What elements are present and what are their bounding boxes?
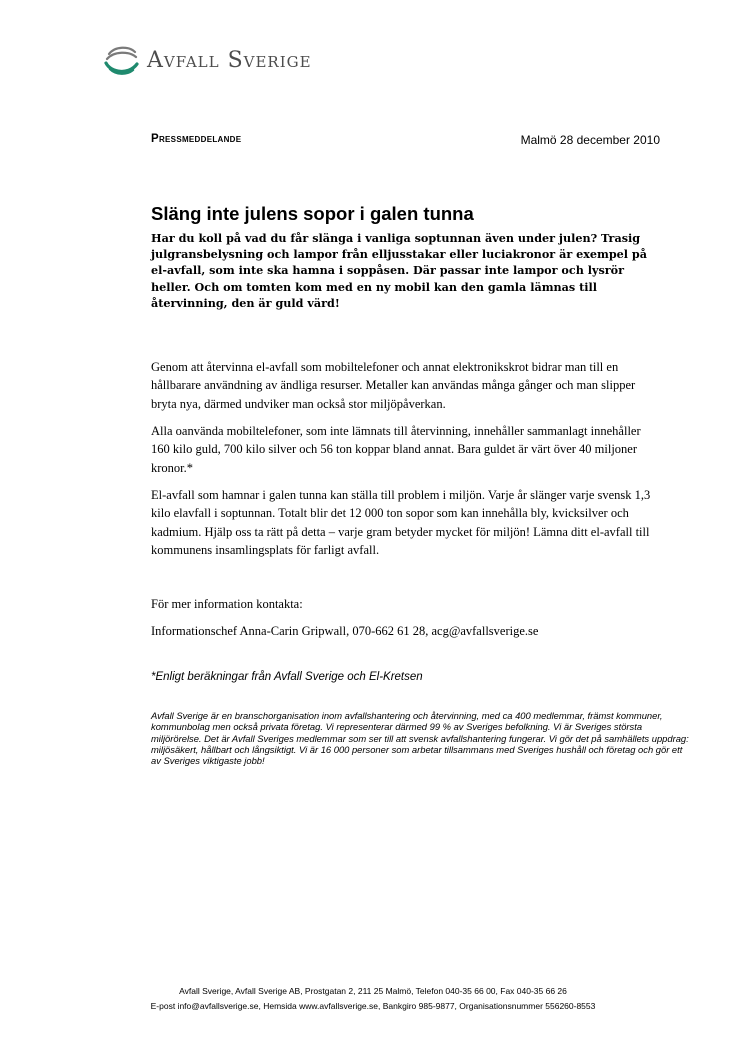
- document-type-label: Pressmeddelande: [151, 133, 242, 145]
- about-organisation: Avfall Sverige är en branschorganisation inom avfallshantering och återvinning, med ca 400 medlemmar, främst kommuner, kommunbolag men också privata företag. Vi representerar därmed 99 % av Sveriges befolkning. Vi är Sveriges största miljörörelse. Det är Avfall Sveriges medlemmar som ser till att svensk avfallshantering fungerar. Vi gör det på samhällets uppdrag: miljösäkert, hållbart och långsiktigt. Vi är 16 000 personer som arbetar tillsammans med Sveriges hushåll och företag och gör ett av Sveriges viktigaste jobb!: [151, 710, 689, 767]
- contact-intro: För mer information kontakta:: [151, 597, 303, 611]
- footer-address: Avfall Sverige, Avfall Sverige AB, Prostgatan 2, 211 25 Malmö, Telefon 040-35 66 00, Fax 040-35 66 26: [179, 986, 567, 996]
- swoosh-logo-icon: [103, 42, 139, 78]
- lead-paragraph: Har du koll på vad du får slänga i vanliga soptunnan även under julen? Trasig julgransbelysning och lampor från elljusstakar eller luciakronor är exempel på el-avfall, som inte ska hamna i soppåsen. Där passar inte lampor och lysrör heller. Och om tomten kom med en ny mobil kan den gamla lämnas till återvinning, den är guld värd!: [151, 231, 648, 310]
- document-date: Malmö 28 december 2010: [520, 133, 660, 147]
- logo-wordmark: Avfall Sverige: [147, 47, 312, 73]
- body-paragraph: El-avfall som hamnar i galen tunna kan ställa till problem i miljön. Varje år slänger varje svensk 1,3 kilo elavfall i soptunnan. Totalt blir det 12 000 ton sopor som kan innehålla bly, kvicksilver och kadmium. Hjälp oss ta rätt på detta – varje gram betyder mycket för miljön! Lämna ditt el-avfall till kommunens insamlingsplats för farligt avfall.: [151, 488, 651, 557]
- contact-person: Informationschef Anna-Carin Gripwall, 070-662 61 28, acg@avfallsverige.se: [151, 624, 539, 638]
- body-paragraph: Alla oanvända mobiltelefoner, som inte lämnats till återvinning, innehåller sammanlagt innehåller 160 kilo guld, 700 kilo silver och 56 ton koppar bland annat. Bara guldet är värt över 40 miljoner kronor.*: [151, 424, 641, 475]
- body-paragraph: Genom att återvinna el-avfall som mobiltelefoner och annat elektronikskrot bidrar man till en hållbarare användning av ändliga resurser. Metaller kan användas många gånger och man slipper bryta nya, därmed undviker man också stor miljöpåverkan.: [151, 360, 636, 411]
- brand-logo: [103, 40, 312, 80]
- footnote: *Enligt beräkningar från Avfall Sverige och El-Kretsen: [151, 671, 423, 683]
- page-title: Släng inte julens sopor i galen tunna: [151, 203, 474, 224]
- footer-contact: E-post info@avfallsverige.se, Hemsida www.avfallsverige.se, Bankgiro 985-9877, Organisationsnummer 556260-8553: [150, 1001, 596, 1011]
